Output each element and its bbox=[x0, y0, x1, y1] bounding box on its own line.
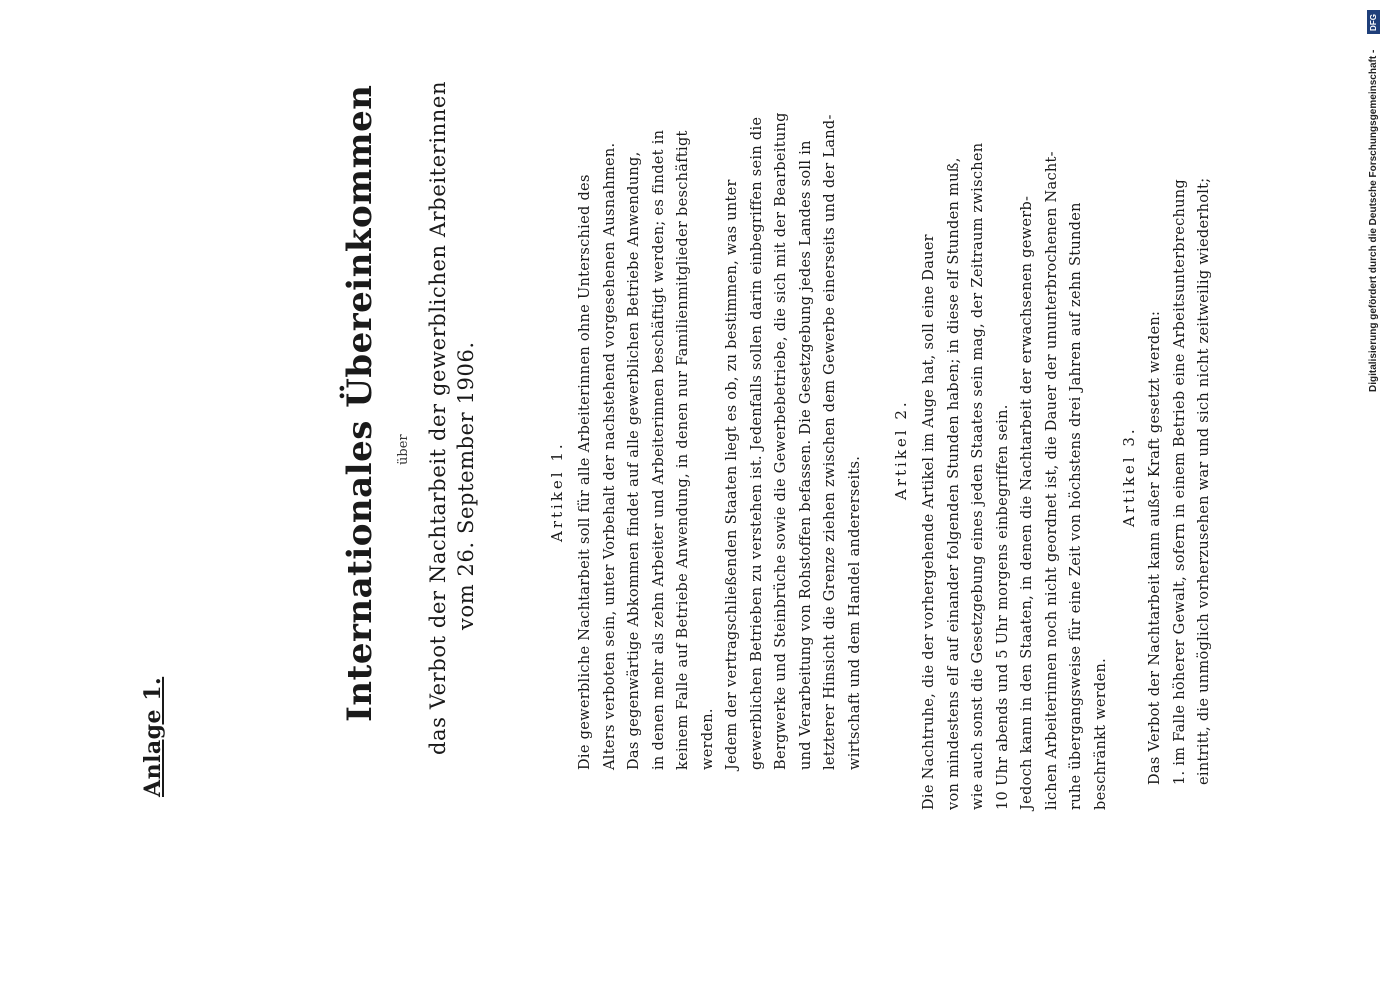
article-1-line: Bergwerke und Steinbrüche sowie die Gewerbebetriebe, die sich mit der Bearbeitung bbox=[773, 112, 789, 770]
document-title: Internationales Übereinkommen bbox=[340, 84, 380, 722]
article-2-line: lichen Arbeiterinnen noch nicht geordnet ist, die Dauer der ununterbrochenen Nacht- bbox=[1043, 151, 1060, 810]
subtitle-line-1: das Verbot der Nachtarbeit der gewerblichen Arbeiterinnen bbox=[426, 80, 450, 755]
document-page bbox=[140, 80, 1240, 830]
subtitle-line-2: vom 26. September 1906. bbox=[454, 341, 478, 630]
article-1-line: werden. bbox=[699, 708, 716, 770]
dfg-logo: DFG bbox=[1367, 10, 1380, 34]
ueber-text: über bbox=[396, 434, 411, 465]
anlage-label: Anlage 1. bbox=[140, 676, 166, 797]
article-1-line: Alters verboten sein, unter Vorbehalt der nachstehend vorgesehenen Ausnahmen. bbox=[601, 142, 618, 770]
article-1-line: Jedem der vertragschließenden Staaten liegt es ob, zu bestimmen, was unter bbox=[724, 179, 740, 770]
article-1-line: gewerblichen Betrieben zu verstehen ist. Jedenfalls sollen darin einbegriffen sein die bbox=[748, 116, 765, 770]
article-heading-1: Artikel 1. bbox=[548, 441, 566, 542]
article-2-line: wie auch sonst die Gesetzgebung eines jeden Staates sein mag, der Zeitraum zwischen bbox=[970, 142, 986, 810]
article-1-line: Die gewerbliche Nachtarbeit soll für alle Arbeiterinnen ohne Unterschied des bbox=[577, 174, 593, 770]
article-2-line: Jedoch kann in den Staaten, in denen die Nachtarbeit der erwachsenen gewerb- bbox=[1019, 195, 1035, 810]
article-2-line: beschränkt werden. bbox=[1092, 657, 1109, 810]
dfg-credit: Digitalisierung gefördert durch die Deutsche Forschungsgemeinschaft - bbox=[1368, 49, 1379, 392]
article-heading-2: Artikel 2. bbox=[892, 399, 910, 500]
article-3-line: 1. im Falle höherer Gewalt, sofern in einem Betrieb eine Arbeitsunterbrechung bbox=[1171, 178, 1188, 785]
article-2-line: ruhe übergangsweise für eine Zeit von höchstens drei Jahren auf zehn Stunden bbox=[1068, 202, 1084, 810]
article-3-line: eintritt, die unmöglich vorherzusehen war und sich nicht zeitweilig wiederholt; bbox=[1196, 177, 1212, 785]
article-1-line: und Verarbeitung von Rohstoffen befassen. Die Gesetzgebung jedes Landes soll in bbox=[797, 140, 814, 770]
article-1-line: wirtschaft und dem Handel andererseits. bbox=[846, 455, 863, 770]
article-1-line: keinem Falle auf Betriebe Anwendung, in denen nur Familienmitglieder beschäftigt bbox=[675, 130, 691, 770]
article-2-line: von mindestens elf auf einander folgenden Stunden haben; in diese elf Stunden muß, bbox=[945, 157, 962, 810]
article-1-line: Das gegenwärtige Abkommen findet auf alle gewerblichen Betriebe Anwendung, bbox=[626, 151, 642, 770]
article-2-line: 10 Uhr abends und 5 Uhr morgens einbegriffen sein. bbox=[994, 404, 1011, 810]
article-heading-3: Artikel 3. bbox=[1120, 426, 1138, 527]
article-1-line: letzterer Hinsicht die Grenze ziehen zwischen dem Gewerbe einerseits und der Land- bbox=[822, 114, 838, 770]
article-1-line: in denen mehr als zehn Arbeiter und Arbeiterinnen beschäftigt werden; es findet in bbox=[650, 129, 667, 770]
article-3-line: Das Verbot der Nachtarbeit kann außer Kraft gesetzt werden: bbox=[1147, 310, 1163, 785]
article-2-line: Die Nachtruhe, die der vorhergehende Artikel im Auge hat, soll eine Dauer bbox=[921, 234, 937, 810]
